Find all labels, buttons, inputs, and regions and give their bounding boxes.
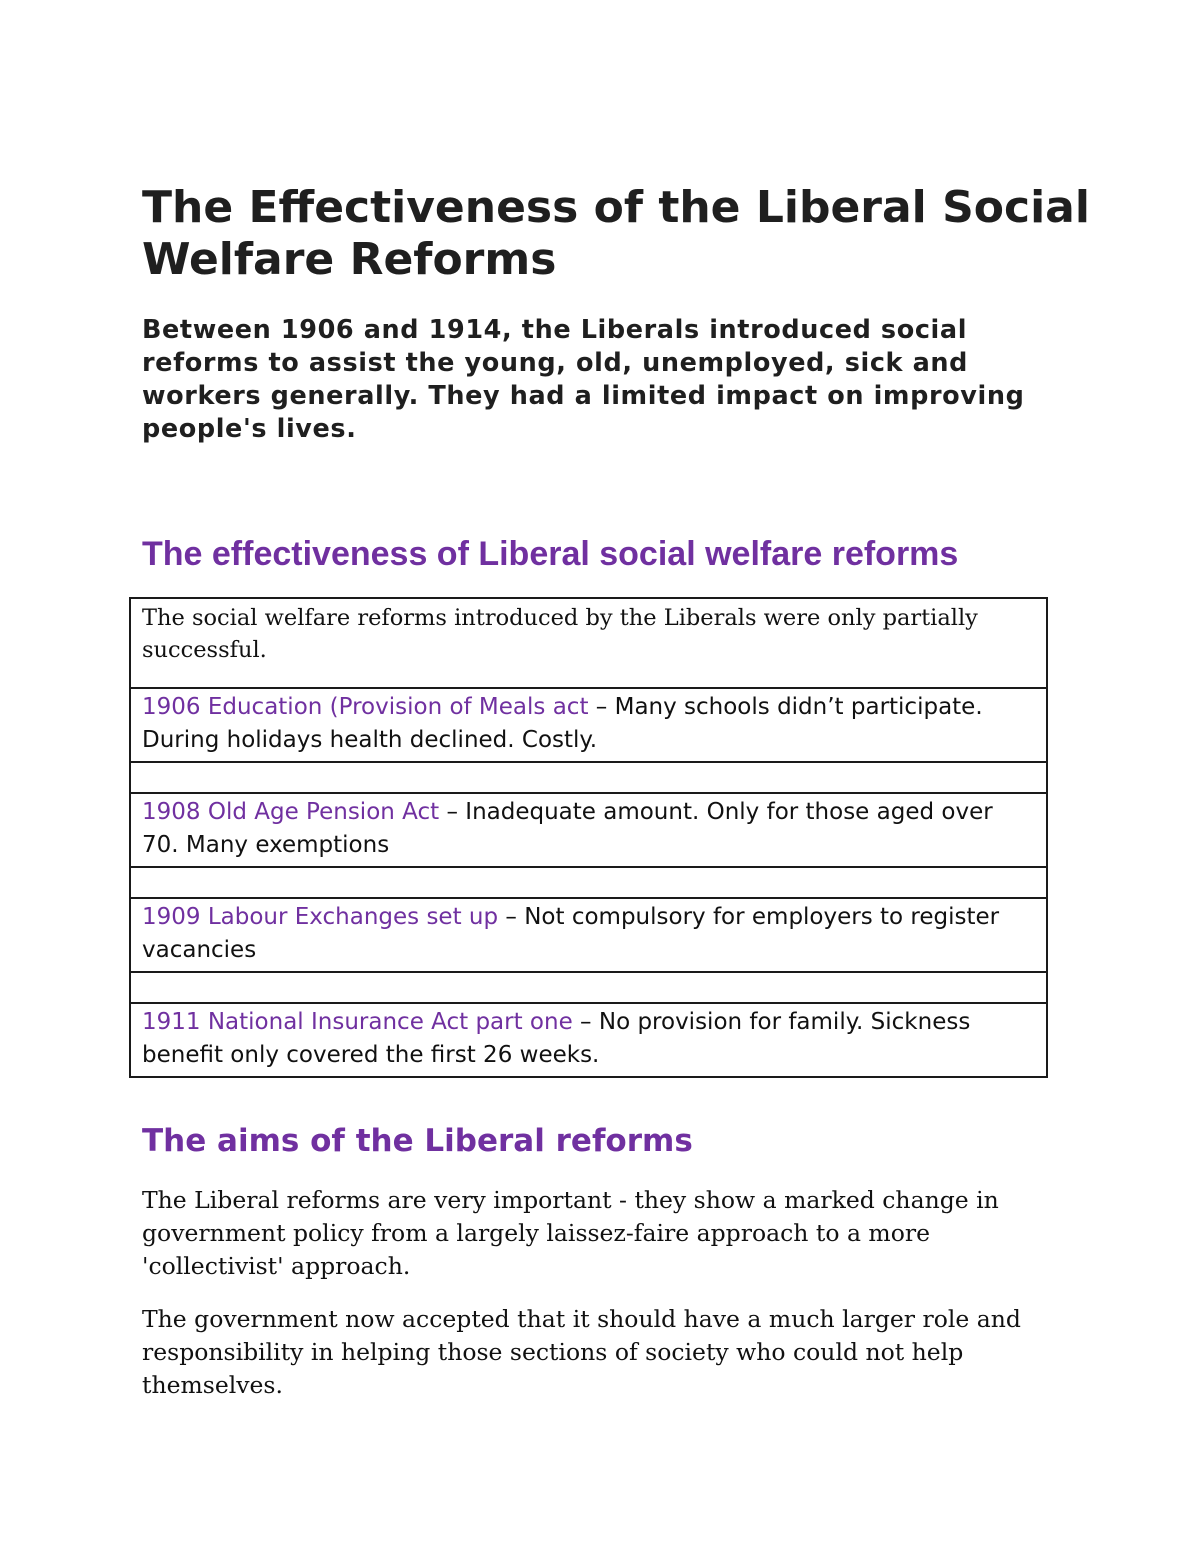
table-row bbox=[130, 1003, 1047, 1077]
reform-name: 1908 Old Age Pension Act bbox=[142, 799, 440, 825]
reform-name: 1906 Education (Provision of Meals act bbox=[142, 694, 589, 720]
reform-detail: Not compulsory for employers to register vacancies bbox=[142, 904, 1000, 963]
table-lead-cell: The social welfare reforms introduced by the Liberals were only partially successful. bbox=[130, 598, 1047, 688]
aims-paragraph-2: The government now accepted that it should have a much larger role and responsibility in helping those sections of society who could not help themselves. bbox=[142, 1305, 1021, 1399]
aims-paragraph-1: The Liberal reforms are very important - they show a marked change in government policy from a largely laissez-faire approach to a more 'collectivist' approach. bbox=[142, 1186, 999, 1280]
reform-separator: – bbox=[572, 1009, 599, 1035]
table-spacer-row bbox=[130, 972, 1047, 1003]
table-row bbox=[130, 793, 1047, 867]
empty-cell bbox=[130, 972, 1047, 1003]
reform-separator: – bbox=[498, 904, 525, 930]
table-row bbox=[130, 688, 1047, 762]
reform-separator: – bbox=[439, 799, 466, 825]
reform-detail: No provision for family. Sickness benefit only covered the first 26 weeks. bbox=[142, 1009, 971, 1068]
effectiveness-heading: The effectiveness of Liberal social welfare reforms bbox=[142, 535, 959, 573]
reform-cell-1908 bbox=[130, 793, 1047, 867]
reform-name: 1909 Labour Exchanges set up bbox=[142, 904, 499, 930]
reform-detail: Inadequate amount. Only for those aged over 70. Many exemptions bbox=[142, 799, 993, 858]
table-row bbox=[130, 598, 1047, 688]
reforms-table bbox=[129, 597, 1048, 1078]
intro-paragraph: Between 1906 and 1914, the Liberals introduced social reforms to assist the young, old, unemployed, sick and workers generally. They had a limited impact on improving people's lives. bbox=[142, 315, 1025, 444]
reform-detail: Many schools didn’t participate. During holidays health declined. Costly. bbox=[142, 694, 983, 753]
document-title: The Effectiveness of the Liberal Social Welfare Reforms bbox=[142, 182, 1090, 285]
table-spacer-row bbox=[130, 867, 1047, 898]
empty-cell bbox=[130, 762, 1047, 793]
reform-cell-1911 bbox=[130, 1003, 1047, 1077]
reform-name: 1911 National Insurance Act part one bbox=[142, 1009, 573, 1035]
empty-cell bbox=[130, 867, 1047, 898]
table-row bbox=[130, 898, 1047, 972]
reform-cell-1906 bbox=[130, 688, 1047, 762]
reform-cell-1909 bbox=[130, 898, 1047, 972]
table-spacer-row bbox=[130, 762, 1047, 793]
aims-heading: The aims of the Liberal reforms bbox=[142, 1123, 693, 1159]
reform-separator: – bbox=[588, 694, 615, 720]
